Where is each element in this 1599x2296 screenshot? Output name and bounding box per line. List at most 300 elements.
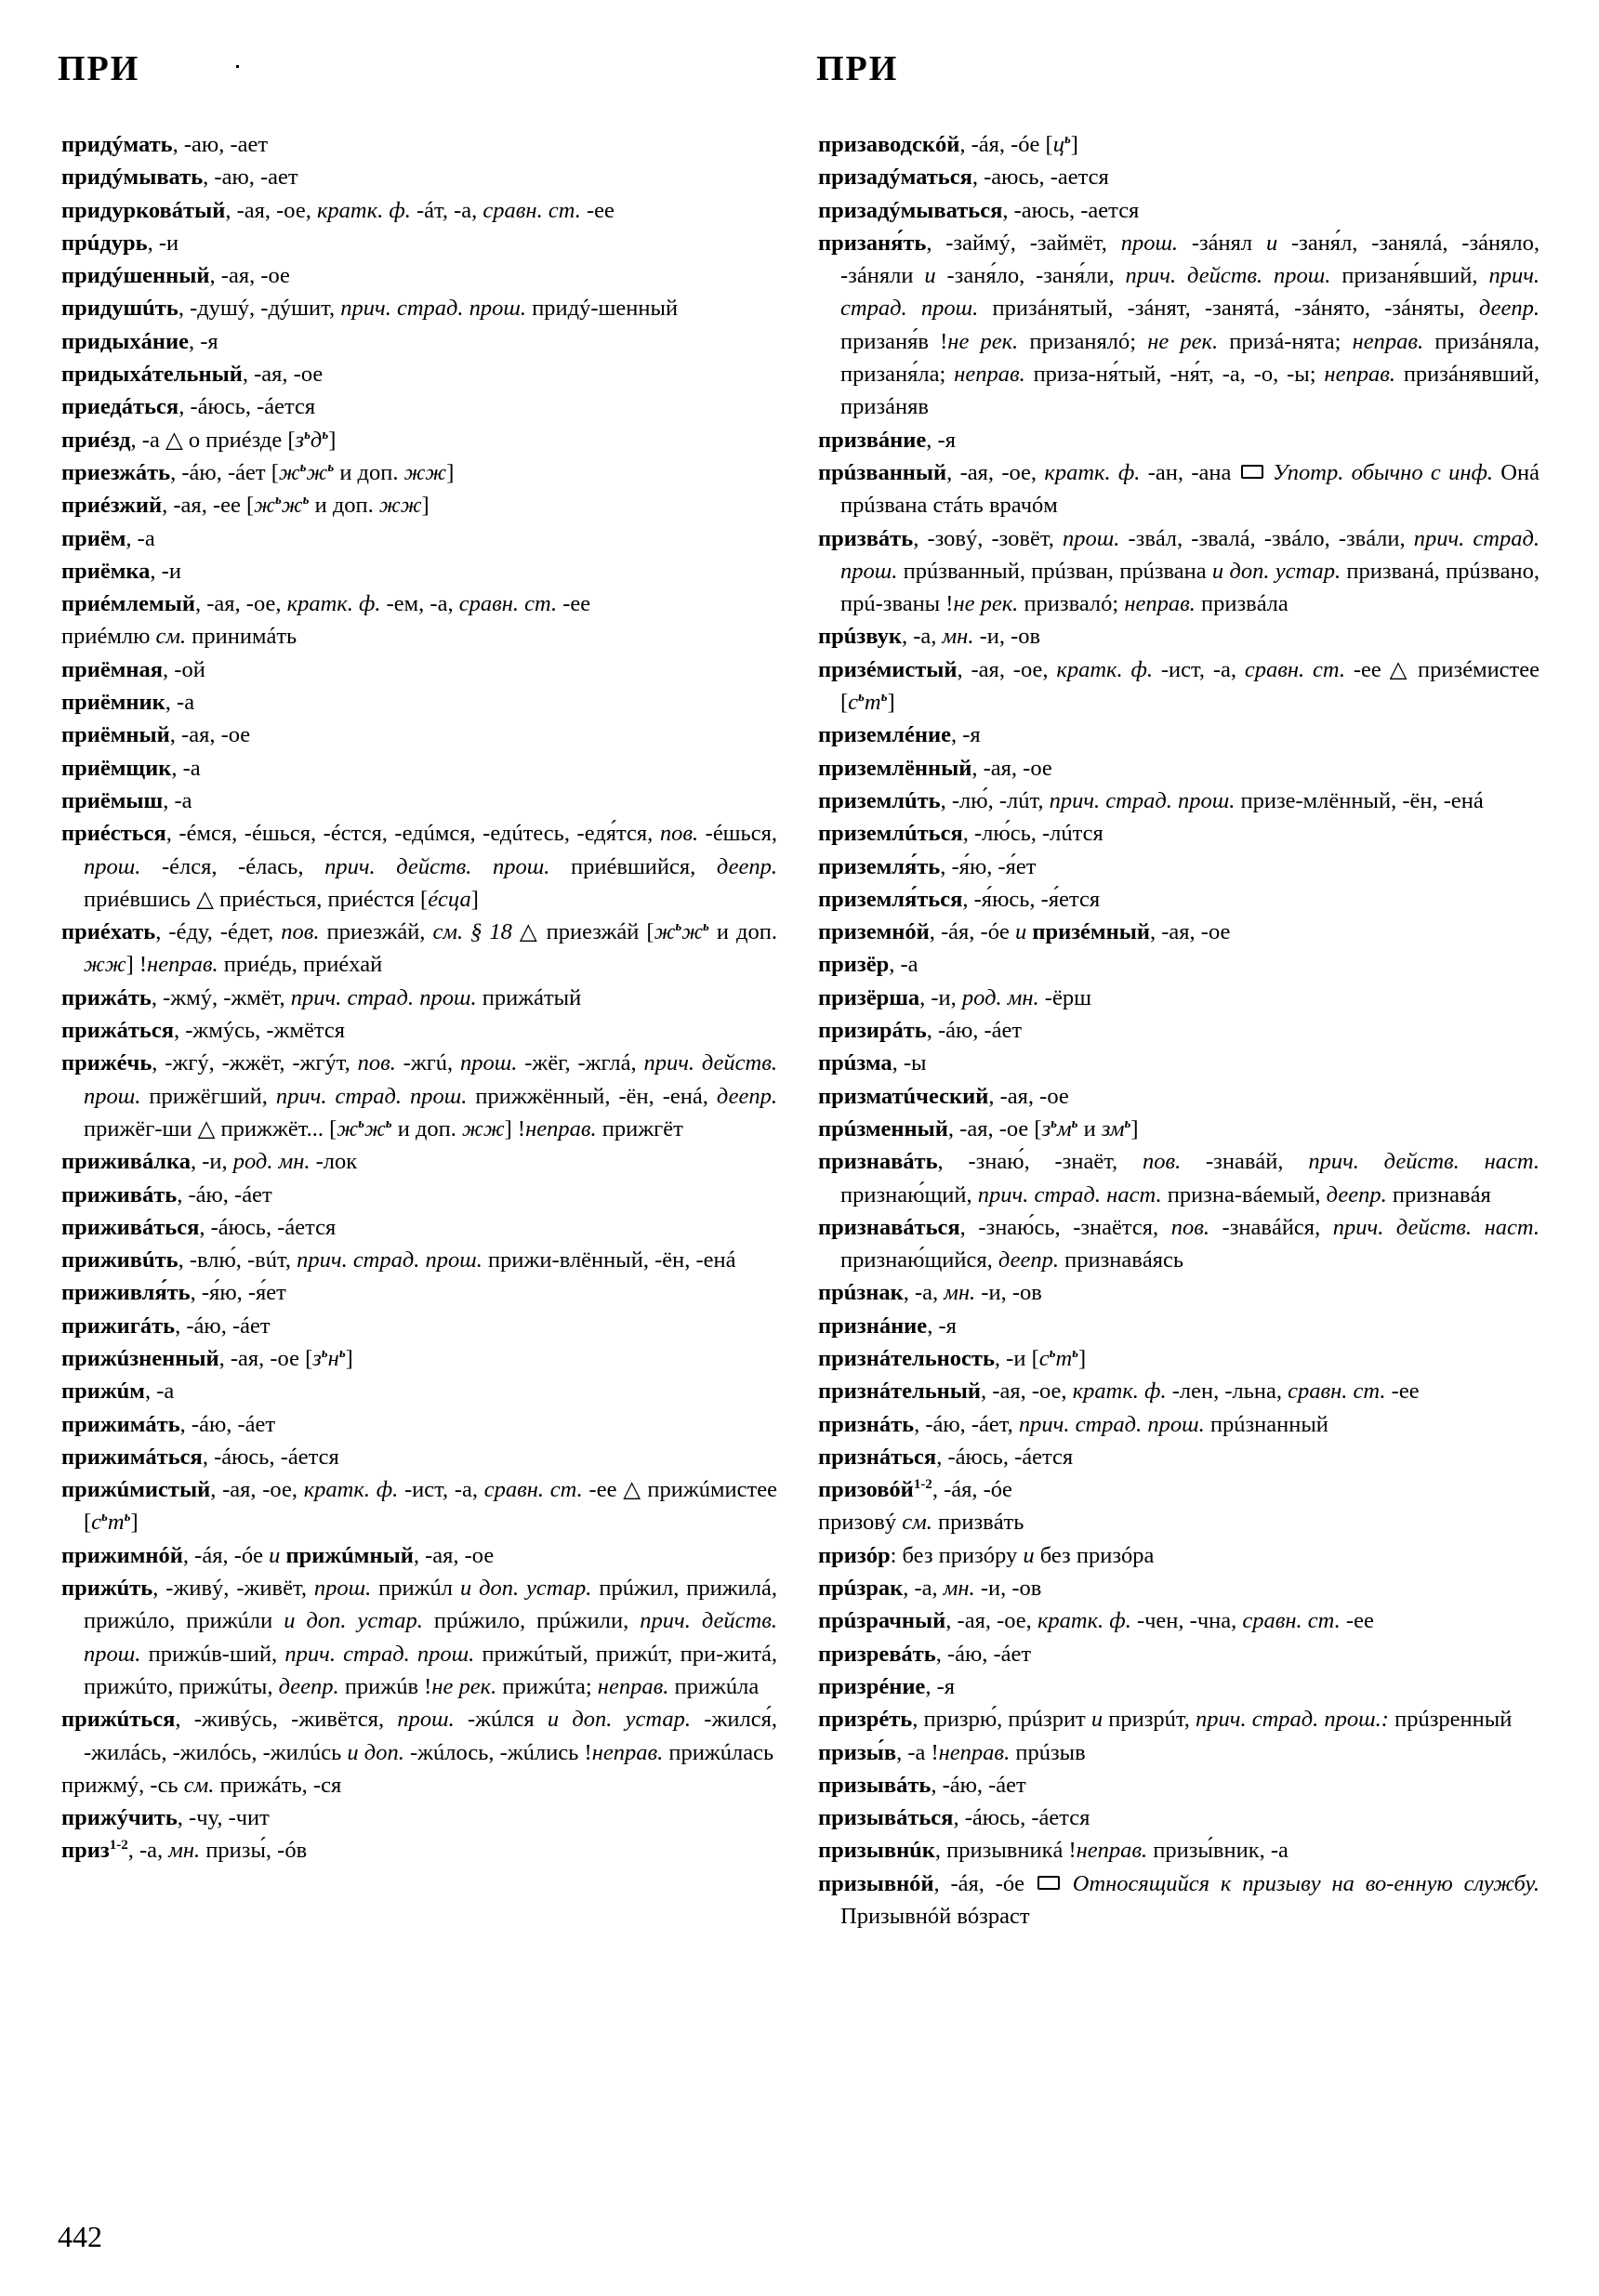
entry-text: , -áюсь, -áется [936, 1444, 1074, 1470]
dictionary-entry [61, 259, 777, 292]
grammar-label: сравн. ст. [1244, 656, 1345, 682]
grammar-label: з [1041, 1115, 1051, 1141]
headword: призóр [818, 1542, 891, 1568]
headword: приживáть [61, 1181, 178, 1207]
dictionary-entry [61, 194, 777, 227]
entry-text: , -а, [127, 1838, 169, 1864]
headword: призадýмываться [818, 197, 1003, 223]
entry-text: прижёгший, [140, 1083, 276, 1109]
entry-text: -лен, -льна, [1166, 1379, 1288, 1405]
headword: приедáться [61, 394, 179, 420]
headword: прúзрак [818, 1576, 904, 1602]
entry-text: прижáть, -ся [214, 1772, 342, 1798]
entry-text: , -а △ о приéзде [ [130, 427, 296, 453]
entry-text: прúзванный, прúзван, прúзвана [897, 558, 1212, 584]
entry-text: , -áю, -áет [931, 1772, 1026, 1798]
headword: придурковáтый [61, 197, 226, 223]
dictionary-entry [818, 1736, 1540, 1769]
headword: прижúзненный [61, 1345, 219, 1371]
dictionary-entry [818, 161, 1540, 193]
usage-note-box-icon [1241, 465, 1263, 479]
dictionary-entry [61, 719, 777, 751]
entry-text: -чен, -чна, [1130, 1608, 1243, 1634]
soft-sign-superscript: ь [322, 427, 329, 442]
grammar-label: т [107, 1510, 125, 1536]
grammar-label: прич. действ. прош. [84, 1050, 777, 1109]
entry-text: , -áя, -óе [932, 1477, 1012, 1503]
grammar-label: прич. страд. прош. [297, 1247, 482, 1273]
entry-text: призы́вник, -а [1147, 1838, 1288, 1864]
entry-text: призвалó; [1018, 591, 1125, 617]
headword: прúзнак [818, 1280, 904, 1306]
dictionary-entry [818, 1670, 1540, 1703]
entry-text: прúзыв [1010, 1739, 1086, 1765]
entry-text: , -знаю́, -знаёт, [937, 1149, 1143, 1175]
entry-text: -зáнял [1178, 230, 1266, 256]
headword: признавáть [818, 1149, 938, 1175]
grammar-label: прич. действ. прош. [1125, 263, 1331, 289]
entry-text: , -я́ю, -я́ет [190, 1280, 286, 1306]
headword: прижéчь [61, 1050, 152, 1076]
entry-text: -áт, -а, [410, 197, 483, 223]
headword: призéмистый [818, 656, 958, 682]
grammar-label: род. мн. [961, 984, 1039, 1010]
dictionary-entry [61, 1441, 777, 1473]
grammar-label: прош. [84, 853, 141, 879]
entry-text: призвáть [932, 1510, 1024, 1536]
grammar-label: пов. [1170, 1214, 1209, 1240]
grammar-label: прич. страд. прош. [290, 984, 477, 1010]
headword: приéзжий [61, 493, 163, 519]
grammar-label: не рек. [953, 591, 1019, 617]
headword: призы́в [818, 1739, 897, 1765]
grammar-label: прич. страд. прош. [840, 525, 1540, 584]
headword: прижúть [61, 1576, 153, 1602]
grammar-label: деепр. [716, 853, 777, 879]
soft-sign-superscript: ь [124, 1510, 131, 1525]
entry-text: , -и [ [994, 1345, 1039, 1371]
dictionary-entry [61, 325, 777, 358]
entry-text: прúзнанный [1204, 1411, 1328, 1437]
entry-text: ] [446, 459, 455, 485]
entry-text: , -éмся, -éшься, -éстся, -едúмся, -едúтесь, -едя́тся, [165, 821, 660, 847]
grammar-label: прич. страд. прош. [1049, 787, 1236, 813]
entry-text: -ее [557, 591, 591, 617]
entry-text: приéдь, приéхай [218, 952, 383, 978]
soft-sign-superscript: ь [101, 1510, 108, 1525]
grammar-label: пов. [1142, 1149, 1182, 1175]
dictionary-entry [61, 1539, 777, 1572]
dictionary-entry [818, 948, 1540, 981]
grammar-label: прош. [1063, 525, 1120, 551]
grammar-label: сравн. ст. [1242, 1608, 1341, 1634]
headword: придыхáние [61, 328, 189, 354]
grammar-label: éсца [428, 886, 471, 912]
grammar-label: мн. [942, 624, 974, 650]
grammar-label: род. мн. [232, 1149, 311, 1175]
entry-text: принимáть [186, 624, 297, 650]
headword: приёмщик [61, 755, 172, 781]
entry-text: , -живý, -живёт, [152, 1576, 314, 1602]
entry-text: , -душý, -дýшит, [178, 296, 341, 322]
headword: приезжáть [61, 459, 171, 485]
dictionary-entry [818, 1014, 1540, 1047]
headword: призирáть [818, 1018, 927, 1044]
grammar-label: жж [84, 952, 126, 978]
dictionary-entry [61, 982, 777, 1014]
grammar-label: прич. страд. прош. [1018, 1411, 1205, 1437]
entry-text: , -лю́, -лúт, [940, 787, 1050, 813]
entry-text: ] ! [504, 1115, 526, 1141]
grammar-label: кратк. ф. [1044, 459, 1141, 485]
entry-text: ] [421, 493, 429, 519]
grammar-label: неправ. [938, 1739, 1011, 1765]
headword: прижáть [61, 984, 152, 1010]
grammar-label: и доп. устар. [1211, 558, 1341, 584]
entry-text: -и, -ов [974, 1576, 1042, 1602]
entry-text: ] [345, 1345, 353, 1371]
dictionary-entry [818, 1276, 1540, 1309]
grammar-label: мн. [943, 1576, 975, 1602]
entry-text: -жúлся [454, 1707, 548, 1733]
headword: придýшенный [61, 263, 210, 289]
dictionary-entry [818, 982, 1540, 1014]
entry-text: , -áю, -áет [ [170, 459, 279, 485]
dictionary-entry [61, 1342, 777, 1375]
entry-text: , -а [163, 787, 192, 813]
dictionary-entry [61, 1834, 777, 1867]
headword: приéзд [61, 427, 131, 453]
grammar-label: и [1023, 1542, 1035, 1568]
headword: признавáться [818, 1214, 960, 1240]
headword: приживля́ть [61, 1280, 191, 1306]
headword: приземлúть [818, 787, 941, 813]
dictionary-entry [818, 522, 1540, 621]
dictionary-entry [818, 752, 1540, 785]
grammar-label: прич. страд. прош. [275, 1083, 468, 1109]
entry-text: , -ая, -ое [ [218, 1345, 313, 1371]
entry-text: и доп. [708, 919, 777, 945]
dictionary-entry [61, 1769, 777, 1801]
grammar-label: ж [337, 1115, 359, 1141]
entry-text: , -я [926, 427, 956, 453]
entry-text: , -займý, -займёт, [926, 230, 1121, 256]
dictionary-entry [61, 456, 777, 489]
grammar-label: прич. страд. наст. [977, 1181, 1162, 1207]
dictionary-entry [818, 1801, 1540, 1834]
entry-text: , -áюсь, -áется [178, 394, 316, 420]
headword: прижáться [61, 1018, 174, 1044]
headword: приживúть [61, 1247, 178, 1273]
grammar-label: деепр. [998, 1247, 1059, 1273]
entry-text: , -а [126, 525, 155, 551]
entry-text: -éлся, -éлась, [140, 853, 325, 879]
headword: призрéть [818, 1707, 913, 1733]
dictionary-entry [61, 161, 777, 193]
entry-text: -ее [1340, 1608, 1374, 1634]
entry-text: -жился́, -жилáсь, -жилóсь, -жилúсь [84, 1707, 777, 1765]
dictionary-entry [818, 883, 1540, 916]
entry-text: приéвшийся, [549, 853, 717, 879]
entry-text: прижёг-ши △ прижжёт... [ [84, 1115, 337, 1141]
headword: призвáть [818, 525, 914, 551]
entry-text: , -жмý, -жмёт, [151, 984, 291, 1010]
dictionary-entry [818, 194, 1540, 227]
dictionary-entry [818, 1080, 1540, 1113]
entry-text: , -áюсь, -áется [953, 1805, 1090, 1831]
entry-text: , -áюсь, -áется [199, 1214, 337, 1240]
grammar-label: и [1090, 1707, 1103, 1733]
dictionary-entry [61, 1310, 777, 1342]
dictionary-entry [61, 522, 777, 555]
entry-text: , -ая, -ое [242, 362, 324, 388]
entry-text: , -ая, -ое, [225, 197, 317, 223]
entry-text: , -и, [190, 1149, 233, 1175]
headword: приёмник [61, 690, 165, 716]
headword: призовóй [818, 1477, 914, 1503]
grammar-label: и [269, 1542, 281, 1568]
dictionary-entry [61, 1047, 777, 1145]
entry-text: , -я [951, 722, 981, 748]
entry-text: прúжило, прúжили, [422, 1608, 641, 1634]
entry-text: , -ая, -ое [988, 1083, 1069, 1109]
entry-text: , -ая, -ое, [981, 1379, 1073, 1405]
dictionary-entry [61, 817, 777, 916]
dictionary-entry [818, 653, 1540, 719]
grammar-label: пов. [281, 919, 320, 945]
entry-text: -жёг, -жглá, [517, 1050, 644, 1076]
entry-text: -ее △ призéмистее [ [840, 656, 1540, 716]
entry-text: ] [1078, 1345, 1087, 1371]
grammar-label: и доп. устар. [547, 1707, 692, 1733]
entry-text [1265, 460, 1273, 485]
soft-sign-superscript: ь [1124, 1115, 1131, 1131]
soft-sign-superscript: ь [274, 493, 282, 508]
entry-text: -ее △ прижúмистее [ [84, 1477, 777, 1536]
grammar-label: неправ. [1076, 1838, 1148, 1864]
entry-text: и доп. [309, 493, 379, 519]
headword: прижúться [61, 1707, 176, 1733]
entry-text: признавáя [1386, 1181, 1491, 1207]
grammar-label: прош. [397, 1707, 455, 1733]
grammar-label: неправ. [1352, 328, 1424, 354]
grammar-label: прич. действ. прош. [324, 853, 550, 879]
entry-text: признаю́щийся, [840, 1247, 998, 1273]
grammar-label: з [295, 427, 305, 453]
dictionary-entry [61, 1572, 777, 1703]
entry-text: призáнятый, -зáнят, -занятá, -зáнято, -зáняты, [978, 296, 1479, 322]
entry-text: , -ая, -ое, [945, 1608, 1037, 1634]
soft-sign-superscript: ь [304, 427, 311, 442]
grammar-label: и доп. устар. [459, 1576, 592, 1602]
soft-sign-superscript: ь [299, 459, 307, 475]
entry-text: , -я́ю, -я́ет [940, 853, 1037, 879]
headword: признáться [818, 1444, 937, 1470]
dictionary-entry [818, 817, 1540, 850]
entry-text: , -чу, -чит [177, 1805, 270, 1831]
entry-text: прижúла [668, 1673, 760, 1699]
dictionary-entry [61, 1375, 777, 1407]
entry-text: , -áю, -áет [935, 1641, 1032, 1667]
entry-text: , -а [165, 690, 195, 716]
dictionary-entry [61, 916, 777, 982]
entry-text: призовý [818, 1510, 903, 1536]
entry-text: , -áю, -áет [926, 1018, 1023, 1044]
entry-text: прижмý, -сь [61, 1772, 184, 1798]
entry-text: △ приезжáй [ [511, 919, 654, 945]
grammar-label: з [312, 1345, 322, 1371]
grammar-label: не рек. [431, 1673, 497, 1699]
entry-text: призванá, прúзвано, прú-званы ! [840, 558, 1540, 617]
headword: приёмыш [61, 787, 164, 813]
entry-text: , -áю, -áет [177, 1181, 272, 1207]
dictionary-entry [61, 587, 777, 620]
dictionary-entry [818, 851, 1540, 883]
headword: призаня́ть [818, 230, 927, 256]
entry-text: , -жгý, -жжёт, -жгýт, [152, 1050, 358, 1076]
headword: призвáние [818, 427, 927, 453]
grammar-label: неправ. [597, 1673, 669, 1699]
entry-text: , -ая, -ое, [957, 656, 1057, 682]
dictionary-entry [818, 785, 1540, 817]
entry-text: -лок [310, 1149, 358, 1175]
headword: придýмать [61, 132, 173, 157]
dictionary-entry [818, 620, 1540, 653]
entry-text: и [1077, 1115, 1102, 1141]
entry-text: , -жмýсь, -жмётся [174, 1018, 346, 1044]
headword: приземлúться [818, 821, 963, 847]
entry-text: , -я [925, 1673, 955, 1699]
headword: прúдурь [61, 230, 148, 256]
dictionary-entry [818, 1539, 1540, 1572]
grammar-label: н [327, 1345, 339, 1371]
grammar-label: и [1265, 230, 1278, 256]
soft-sign-superscript: ь [358, 1115, 364, 1131]
dictionary-entry [61, 358, 777, 390]
entry-text: -жúлось, -жúлись ! [403, 1739, 592, 1765]
headword: прúзванный [818, 459, 947, 485]
entry-text: прижúл [371, 1576, 460, 1602]
entry-text: ] [328, 427, 337, 453]
dictionary-entry [818, 1211, 1540, 1277]
entry-text: -ист, -а, [398, 1477, 484, 1503]
grammar-label: неправ. [1124, 591, 1196, 617]
headword: придýмывать [61, 165, 204, 191]
headword: приéсться [61, 821, 166, 847]
headword: призревáть [818, 1641, 936, 1667]
entry-text: и доп. [391, 1115, 463, 1141]
entry-text: -заня́л, -занялá, -зáняло, -зáняли [840, 230, 1540, 289]
entry-text: , -ая, -ое [1149, 919, 1231, 945]
dictionary-entry [818, 1310, 1540, 1342]
headword: приземлённый [818, 755, 972, 781]
headword: прижимáть [61, 1411, 180, 1437]
headword: призывáться [818, 1805, 954, 1831]
entry-text: , -аю, -ает [203, 165, 298, 191]
grammar-label: см. [183, 1772, 215, 1798]
grammar-label: неправ. [1324, 362, 1395, 388]
grammar-label: кратк. ф. [1072, 1379, 1167, 1405]
entry-text: , -áю, -áет [175, 1313, 271, 1339]
dictionary-entry [818, 128, 1540, 161]
headword: приземлéние [818, 722, 951, 748]
headword: прижúмистый [61, 1477, 211, 1503]
page-header-right: ПРИ [816, 49, 899, 88]
entry-text: , -áя, -óе [929, 919, 1015, 945]
entry-text: , -и [150, 558, 181, 584]
entry-text: , -ая, -ое [209, 263, 290, 289]
soft-sign-superscript: ь [302, 493, 310, 508]
entry-text: , -áя, -óе [ [959, 132, 1053, 157]
dictionary-entry [61, 1145, 777, 1178]
entry-text: , -зовý, -зовёт, [913, 525, 1063, 551]
grammar-label: ж [306, 459, 328, 485]
grammar-label: ж [254, 493, 275, 519]
entry-text: придý-шенный [526, 296, 679, 322]
headword: призывáть [818, 1772, 932, 1798]
entry-text: , -áю, -áет [179, 1411, 276, 1437]
headword: прúзрачный [818, 1608, 946, 1634]
entry-text: Онá прúзвана стáть врачóм [840, 459, 1540, 519]
grammar-label: жж [378, 493, 422, 519]
entry-text: -звáл, -звалá, -звáло, -звáли, [1119, 525, 1414, 551]
dictionary-entry [818, 1506, 1540, 1538]
entry-text: , -и [147, 230, 179, 256]
entry-text: , -я [927, 1313, 957, 1339]
grammar-label: см. § 18 [432, 919, 512, 945]
entry-text: прúзренный [1388, 1707, 1513, 1733]
grammar-label: деепр. [278, 1673, 339, 1699]
entry-text: , -а ! [896, 1739, 939, 1765]
homonym-index: 1-2 [913, 1477, 932, 1493]
dictionary-entry [818, 1375, 1540, 1407]
dictionary-entry [61, 292, 777, 324]
grammar-label: зм [1101, 1115, 1125, 1141]
dictionary-entry [61, 489, 777, 521]
dictionary-entry [818, 719, 1540, 751]
entry-text: , -ой [163, 656, 205, 682]
entry-text: , -я [189, 328, 218, 354]
entry-text: , -ая, -ое, [946, 459, 1045, 485]
headword: прижúмный [285, 1542, 414, 1568]
soft-sign-superscript: ь [1051, 1115, 1057, 1131]
entry-text: , -аю, -ает [172, 132, 269, 157]
entry-text: прижúлась [663, 1739, 774, 1765]
dictionary-entry [61, 1014, 777, 1047]
dictionary-entry [61, 1408, 777, 1441]
dictionary-entry [61, 1179, 777, 1211]
headword: призёр [818, 952, 890, 978]
soft-sign-superscript: ь [1049, 1345, 1056, 1361]
soft-sign-superscript: ь [675, 919, 682, 935]
entry-text: прижúв ! [338, 1673, 432, 1699]
headword: призрéние [818, 1673, 926, 1699]
entry-text: ] [887, 690, 895, 716]
dictionary-column-left [61, 128, 777, 1867]
soft-sign-superscript: ь [1072, 1345, 1079, 1361]
headword: признáтельность [818, 1345, 995, 1371]
grammar-label: мн. [944, 1280, 976, 1306]
grammar-label: ж [363, 1115, 386, 1141]
entry-text: признаю́щий, [840, 1181, 978, 1207]
soft-sign-superscript: ь [858, 690, 865, 706]
usage-note-box-icon [1037, 1876, 1060, 1890]
dictionary-entry [818, 1473, 1540, 1506]
entry-text: прижúтый, прижúт, при-житá, прижúто, прижúты, [84, 1641, 777, 1699]
entry-text: , -áя, -óе [182, 1542, 270, 1568]
dictionary-entry [818, 227, 1540, 424]
grammar-label: м [1057, 1115, 1072, 1141]
